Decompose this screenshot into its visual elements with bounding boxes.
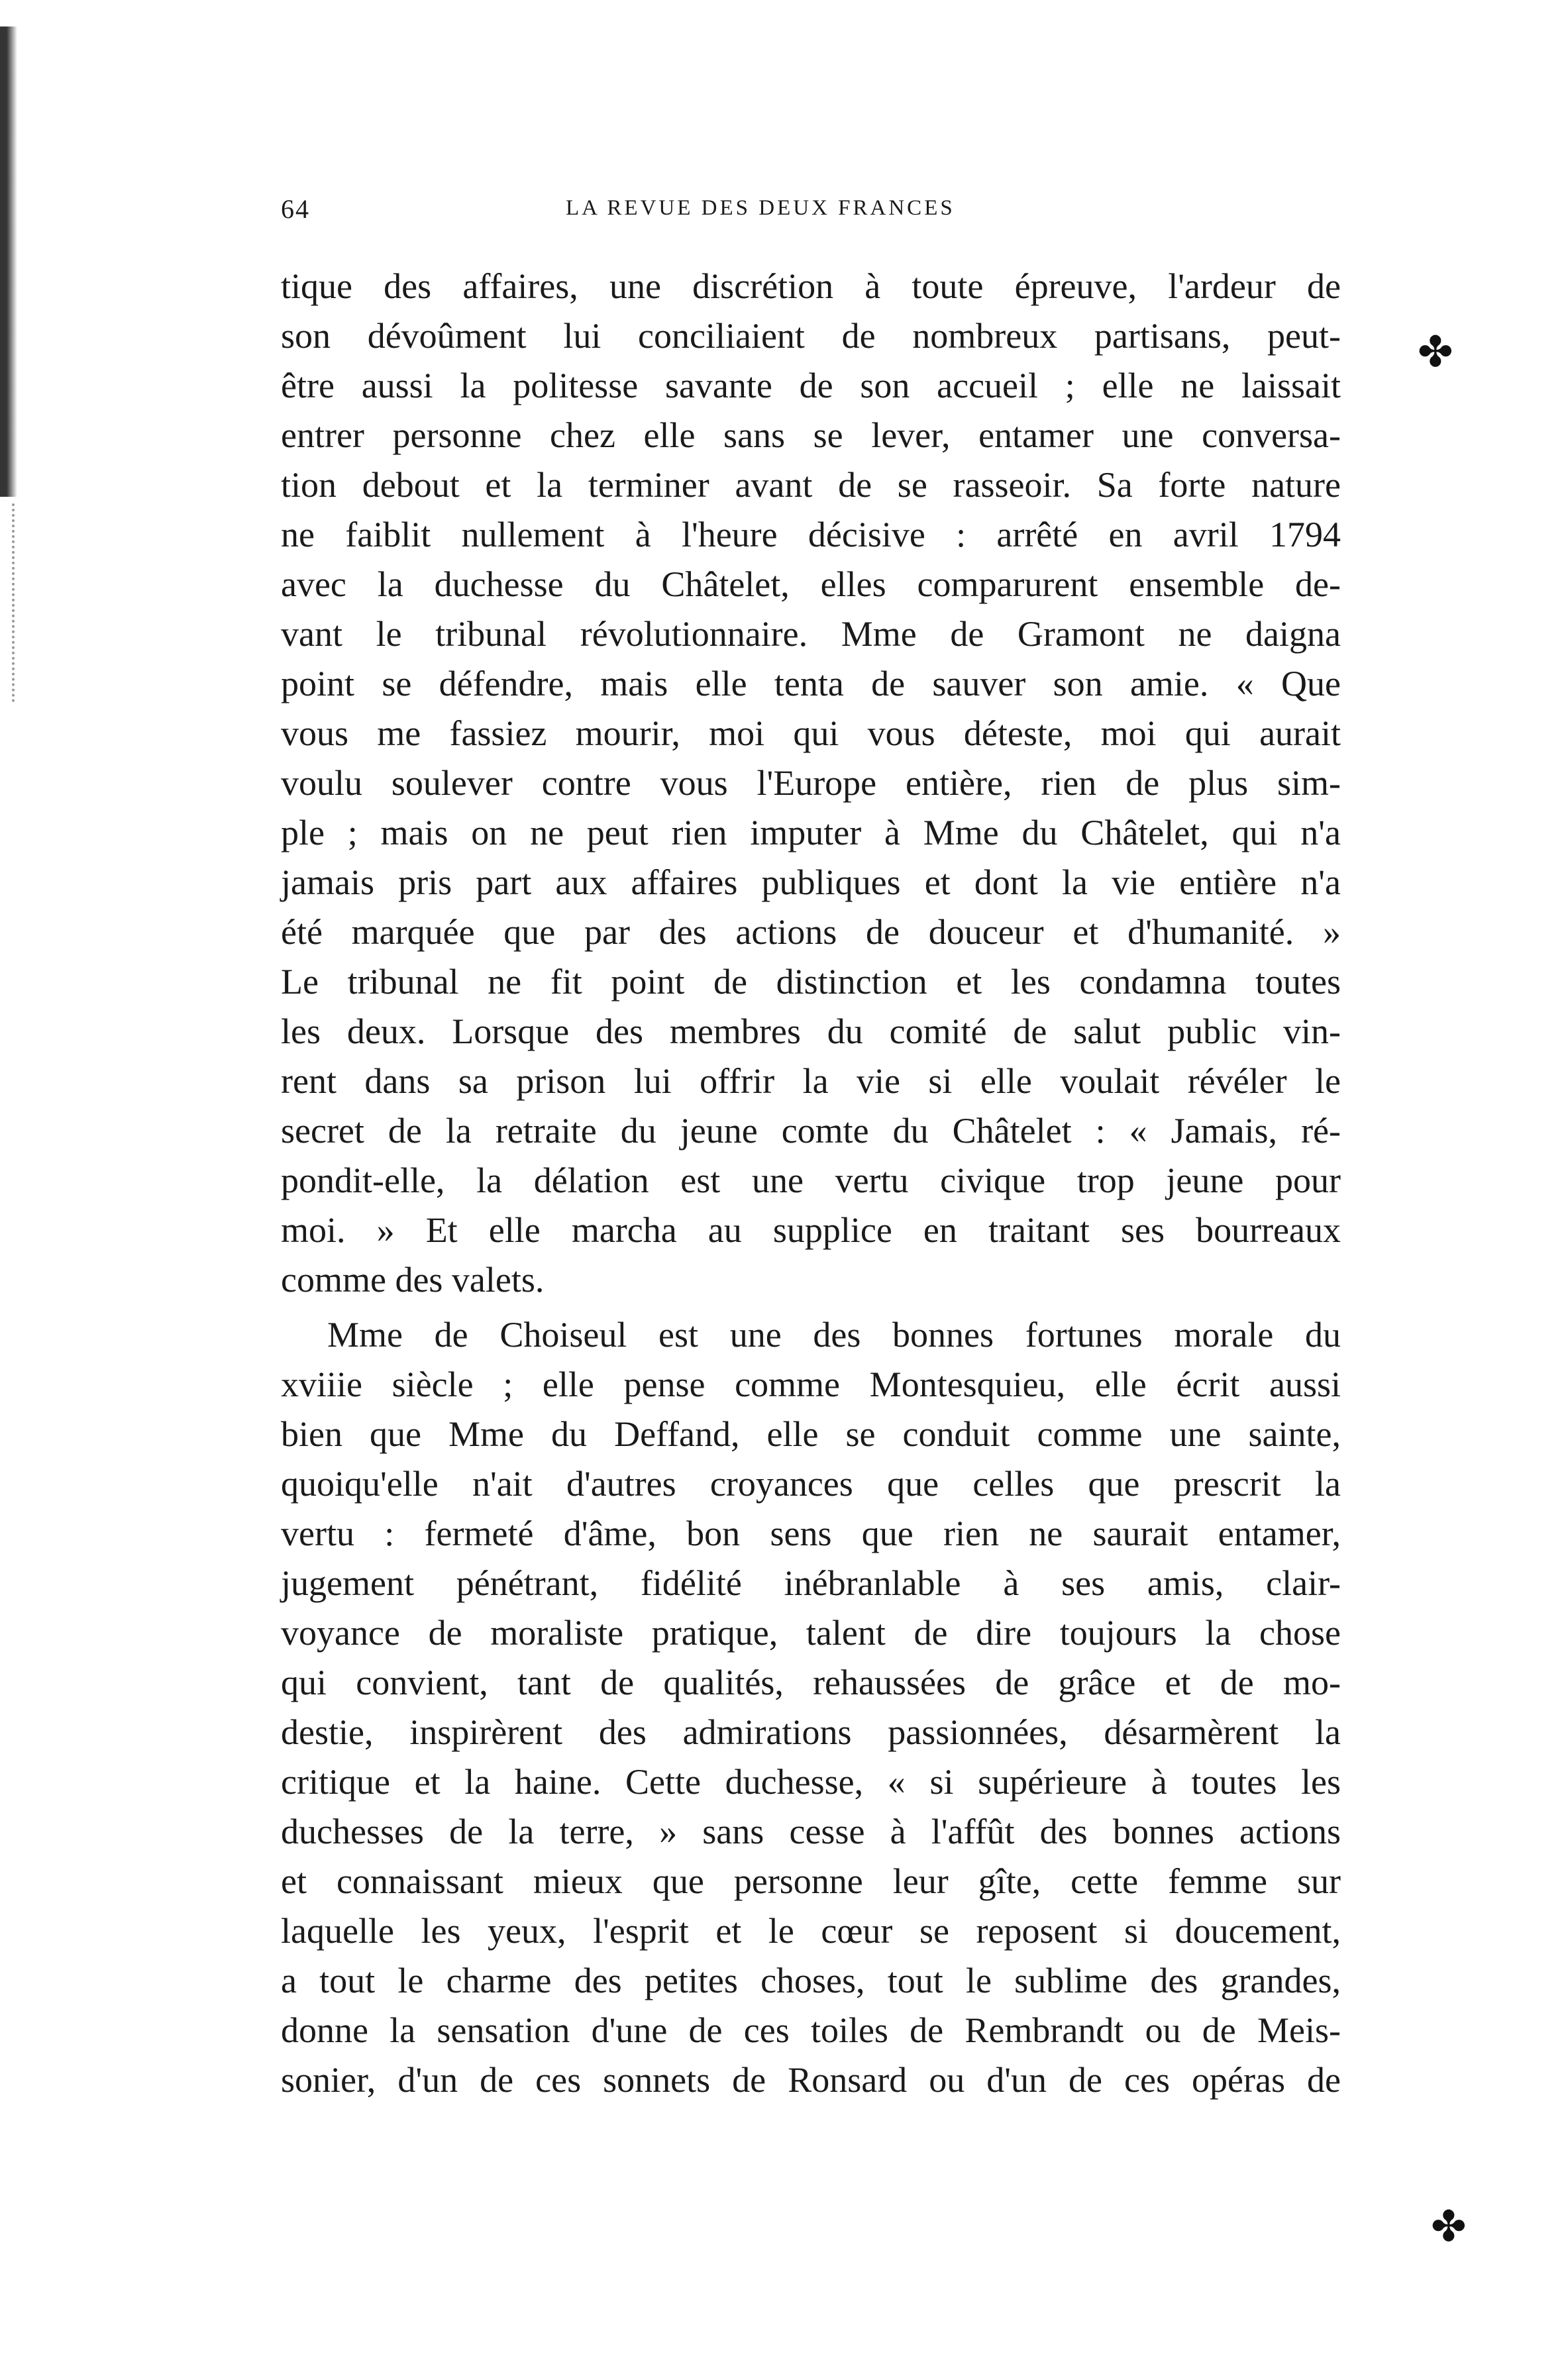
text-line: laquelle les yeux, l'esprit et le cœur se reposent si doucement, [281,1911,1341,1951]
text-line: son dévoûment lui conciliaient de nombreux partisans, peut- [281,316,1341,356]
text-line: Le tribunal ne fit point de distinction et les condamna toutes [281,962,1341,1002]
text-line: sonier, d'un de ces sonnets de Ronsard ou d'un de ces opéras de [281,2060,1341,2100]
text-line: Mme de Choiseul est une des bonnes fortunes morale du [327,1315,1341,1355]
text-line: ple ; mais on ne peut rien imputer à Mme du Châtelet, qui n'a [281,813,1341,852]
paragraph [281,262,1341,1305]
scan-ink-mark: ✤ [1418,329,1453,376]
text-line: secret de la retraite du jeune comte du Châtelet : « Jamais, ré- [281,1111,1341,1151]
text-line: été marquée que par des actions de douceur et d'humanité. » [281,912,1341,952]
text-line: tique des affaires, une discrétion à toute épreuve, l'ardeur de [281,266,1341,306]
text-line: vous me fassiez mourir, moi qui vous déteste, moi qui aurait [281,713,1341,753]
text-line: être aussi la politesse savante de son accueil ; elle ne laissait [281,366,1341,405]
text-line: vertu : fermeté d'âme, bon sens que rien ne saurait entamer, [281,1514,1341,1553]
text-line: bien que Mme du Deffand, elle se conduit comme une sainte, [281,1414,1341,1454]
text-line: duchesses de la terre, » sans cesse à l'affût des bonnes actions [281,1812,1341,1851]
page-number: 64 [281,194,310,224]
journal-title: LA REVUE DES DEUX FRANCES [566,196,955,220]
text-line: critique et la haine. Cette duchesse, « si supérieure à toutes les [281,1762,1341,1802]
scan-edge-dots [12,503,17,702]
text-line: moi. » Et elle marcha au supplice en traitant ses bourreaux [281,1210,1341,1250]
text-line: et connaissant mieux que personne leur gîte, cette femme sur [281,1861,1341,1901]
scan-binding-edge [0,26,17,497]
text-line: ne faiblit nullement à l'heure décisive : arrêté en avril 1794 [281,515,1341,554]
text-line: jugement pénétrant, fidélité inébranlable à ses amis, clair- [281,1563,1341,1603]
text-line: tion debout et la terminer avant de se rasseoir. Sa forte nature [281,465,1341,505]
text-line: quoiqu'elle n'ait d'autres croyances que celles que prescrit la [281,1464,1341,1504]
scan-ink-mark: ✤ [1431,2203,1467,2250]
text-line: voulu soulever contre vous l'Europe entière, rien de plus sim- [281,763,1341,803]
text-line: a tout le charme des petites choses, tout le sublime des grandes, [281,1961,1341,2000]
text-line: entrer personne chez elle sans se lever, entamer une conversa- [281,415,1341,455]
body-text [281,262,1341,2105]
text-line: avec la duchesse du Châtelet, elles comparurent ensemble de- [281,564,1341,604]
text-line: donne la sensation d'une de ces toiles de Rembrandt ou de Meis- [281,2010,1341,2050]
text-line: vant le tribunal révolutionnaire. Mme de Gramont ne daigna [281,614,1341,654]
paragraph [281,1310,1341,2105]
text-line: jamais pris part aux affaires publiques et dont la vie entière n'a [281,862,1341,902]
running-head [281,193,1341,233]
text-line: point se défendre, mais elle tenta de sauver son amie. « Que [281,664,1341,703]
text-line: les deux. Lorsque des membres du comité de salut public vin- [281,1011,1341,1051]
text-line: xviiie siècle ; elle pense comme Montesquieu, elle écrit aussi [281,1365,1341,1404]
text-line: comme des valets. [281,1260,545,1300]
text-line: destie, inspirèrent des admirations passionnées, désarmèrent la [281,1712,1341,1752]
text-line: pondit-elle, la délation est une vertu civique trop jeune pour [281,1161,1341,1200]
text-line: voyance de moraliste pratique, talent de dire toujours la chose [281,1613,1341,1653]
text-line: qui convient, tant de qualités, rehaussées de grâce et de mo- [281,1663,1341,1702]
text-line: rent dans sa prison lui offrir la vie si elle voulait révéler le [281,1061,1341,1101]
